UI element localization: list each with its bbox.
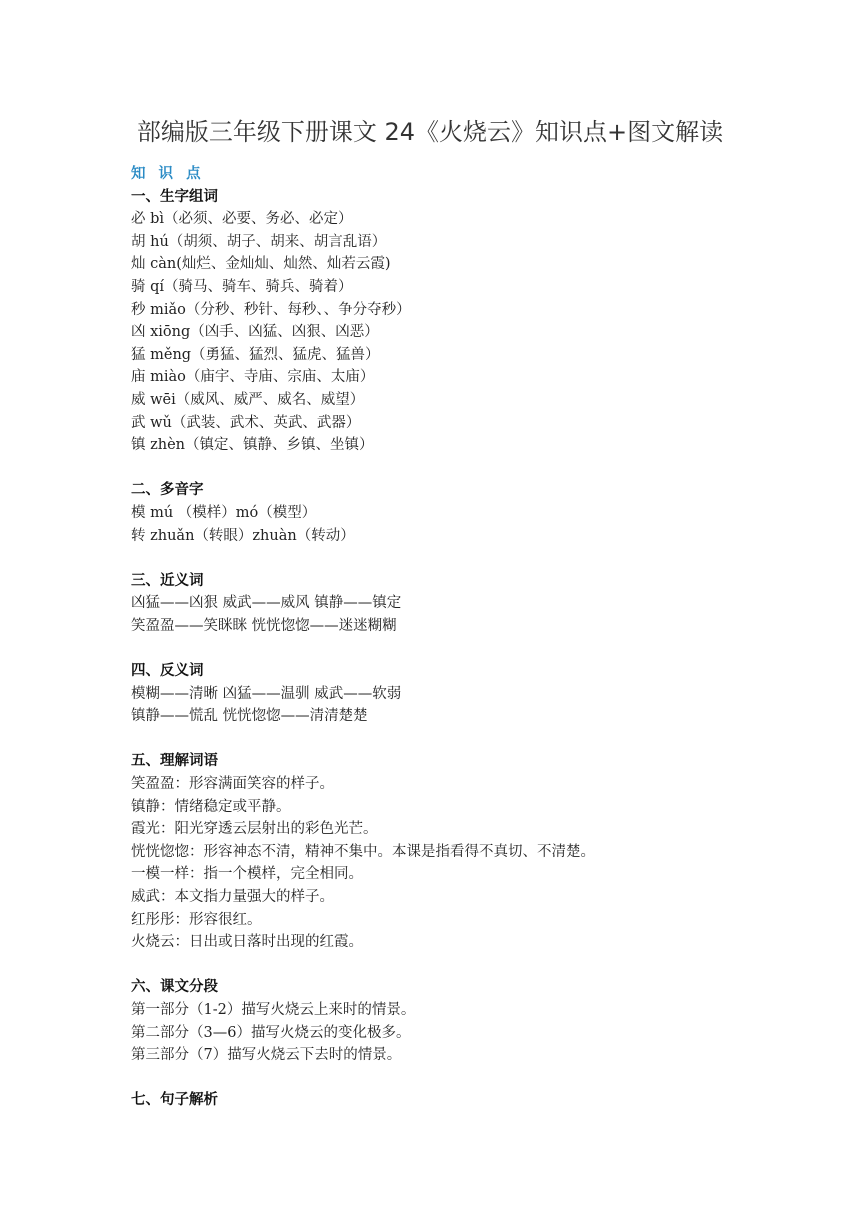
text-line: 第一部分（1-2）描写火烧云上来时的情景。 (131, 1001, 416, 1018)
text-line: 武 wǔ（武装、武术、英武、武器） (131, 414, 361, 431)
text-line: 威武：本文指力量强大的样子。 (131, 889, 334, 905)
section-spacer (131, 954, 831, 977)
text-line: 第二部分（3—6）描写火烧云的变化极多。 (131, 1024, 411, 1041)
section (131, 976, 831, 1066)
text-line: 镇静——慌乱 恍恍惚惚——清清楚楚 (131, 708, 368, 725)
text-line: 笑盈盈：形容满面笑容的样子。 (131, 776, 334, 793)
text-line: 必 bì（必须、必要、务必、必定） (131, 211, 353, 228)
section-spacer (131, 1067, 831, 1090)
section (131, 479, 831, 547)
section (131, 750, 831, 953)
section-spacer (131, 728, 831, 751)
text-line: 秒 miǎo（分秒、秒针、每秒、、争分夺秒） (131, 301, 411, 318)
text-line: 转 zhuǎn（转眼）zhuàn（转动） (131, 527, 355, 544)
text-line: 镇 zhèn（镇定、镇静、乡镇、坐镇） (131, 437, 374, 454)
section-heading: 二、多音字 (131, 482, 204, 499)
section-heading: 一、生字组词 (131, 188, 218, 205)
text-line: 凶猛——凶狠 威武——威风 镇静——镇定 (131, 595, 402, 612)
section-heading: 六、课文分段 (131, 979, 218, 996)
section-heading: 七、句子解析 (131, 1092, 218, 1109)
text-line: 灿 càn(灿烂、金灿灿、灿然、灿若云霞) (131, 256, 391, 273)
section (131, 1089, 831, 1112)
text-line: 凶 xiōng（凶手、凶猛、凶狠、凶恶） (131, 324, 379, 341)
section-spacer (131, 547, 831, 570)
text-line: 胡 hú（胡须、胡子、胡来、胡言乱语） (131, 233, 387, 250)
text-line: 镇静：情绪稳定或平静。 (131, 798, 291, 815)
text-line: 威 wēi（威风、威严、威名、威望） (131, 391, 365, 408)
page-title: 部编版三年级下册课文 24《火烧云》知识点+图文解读 (136, 118, 724, 146)
text-line: 恍恍惚惚：形容神态不清，精神不集中。本课是指看得不真切、不清楚。 (131, 843, 595, 860)
section (131, 660, 831, 728)
section-label: 知 识 点 (131, 166, 205, 182)
text-line: 红彤彤：形容很红。 (131, 911, 262, 928)
text-line: 猛 měng（勇猛、猛烈、猛虎、猛兽） (131, 346, 380, 363)
section-heading: 四、反义词 (131, 663, 204, 680)
text-line: 庙 miào（庙宇、寺庙、宗庙、太庙） (131, 369, 375, 386)
text-line: 第三部分（7）描写火烧云下去时的情景。 (131, 1047, 402, 1064)
document-body (131, 163, 831, 1112)
text-line: 模 mú （模样）mó（模型） (131, 504, 317, 521)
text-line: 火烧云：日出或日落时出现的红霞。 (131, 934, 363, 951)
text-line: 一模一样：指一个模样，完全相同。 (131, 866, 363, 883)
section-heading: 三、近义词 (131, 572, 204, 589)
text-line: 骑 qí（骑马、骑车、骑兵、骑着） (131, 278, 353, 295)
text-line: 模糊——清晰 凶猛——温驯 威武——软弱 (131, 685, 402, 702)
section (131, 186, 831, 457)
section (131, 570, 831, 638)
section-spacer (131, 637, 831, 660)
text-line: 笑盈盈——笑眯眯 恍恍惚惚——迷迷糊糊 (131, 617, 397, 634)
section-spacer (131, 457, 831, 480)
section-heading: 五、理解词语 (131, 753, 218, 770)
text-line: 霞光：阳光穿透云层射出的彩色光芒。 (131, 821, 378, 838)
